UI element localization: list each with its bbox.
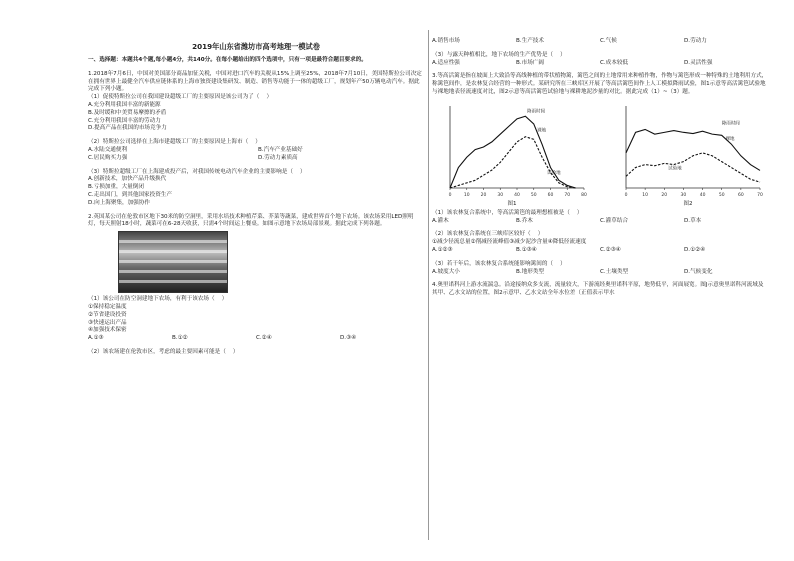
q3-sub3-option-c[interactable]: C.土壤类型 — [600, 268, 629, 275]
q3-sub2-options — [432, 247, 768, 255]
q3-sub1-option-b[interactable]: B.乔木 — [516, 217, 533, 224]
annotation-label: 裸地 — [537, 128, 547, 134]
q2-sub3-option-a[interactable]: A.适应性强 — [432, 59, 460, 66]
x-tick-label: 70 — [564, 192, 571, 198]
q1-sub1-option-c[interactable]: C.充分利用我国丰富的劳动力 — [88, 117, 161, 124]
series-line-1 — [626, 153, 760, 182]
x-tick-label: 10 — [642, 192, 649, 198]
q3-sub3-option-d[interactable]: D.气候变化 — [684, 268, 713, 275]
q2-sub1-option-b[interactable]: B.①② — [172, 335, 188, 342]
x-tick-label: 0 — [448, 192, 452, 198]
x-tick-label: 60 — [737, 192, 744, 198]
x-tick-label: 20 — [480, 192, 487, 198]
series-line-0 — [450, 116, 576, 188]
q1-sub1-option-d[interactable]: D.提高产品在我国的市场竞争力 — [88, 125, 167, 132]
x-tick-label: 0 — [624, 192, 628, 198]
q1-sub2-option-c[interactable]: C.居民购买力强 — [88, 154, 128, 161]
annotation-label: 降雨时间 — [721, 121, 740, 127]
q3-sub2-option-d[interactable]: D.①②④ — [684, 246, 706, 253]
q2-sub3-options — [432, 60, 768, 68]
figure-2-chart — [608, 100, 768, 200]
q2-sub3-option-d[interactable]: D.灵活性强 — [684, 59, 713, 66]
q3-sub3-option-b[interactable]: B.地形类型 — [516, 268, 544, 275]
q3-sub1-option-c[interactable]: C.灌草结合 — [600, 217, 629, 224]
q3-sub2-option-a[interactable]: A.①②③ — [432, 246, 453, 253]
q2-sub1-option-d[interactable]: D.③④ — [340, 335, 357, 342]
q1-sub3-option-b[interactable]: B.亏损加重，大量倒闭 — [88, 184, 144, 191]
series-line-1 — [450, 137, 576, 188]
x-tick-label: 70 — [757, 192, 763, 198]
q1-sub3-option-c[interactable]: C.走出国门，到其他国家投资生产 — [88, 191, 172, 198]
x-tick-label: 50 — [718, 192, 725, 198]
q2-sub2-option-b[interactable]: B.生产技术 — [516, 38, 544, 44]
column-divider — [428, 30, 429, 540]
q3-sub1-stem: （1）该农林复合系统中，等高活篱笆的最理想植被是（ ） — [432, 209, 583, 216]
figure-2-caption: 图2 — [683, 200, 693, 207]
q1-sub2-options-row1 — [88, 147, 424, 155]
q1-sub2-option-d[interactable]: D.劳动力素质高 — [258, 154, 298, 161]
q2-sub1-options — [88, 335, 424, 343]
q2-sub1-item-3: ③快速运出产品 — [88, 319, 127, 326]
q3-figures — [432, 100, 768, 208]
q2-sub1-item-2: ②节省建设投资 — [88, 311, 127, 318]
series-line-0 — [626, 129, 760, 170]
q1-sub2-stem: （2）特斯拉公司选择在上海市建超级工厂的主要原因是上海市（ ） — [88, 139, 261, 146]
q1-sub1-option-a[interactable]: A.充分利用我国丰富的新能源 — [88, 101, 161, 108]
q2-sub3-option-b[interactable]: B.市场广阔 — [516, 59, 544, 66]
q2-sub3-stem: （3）与露天种植相比，地下农场的生产优势是（ ） — [432, 51, 566, 58]
q1-sub2-option-b[interactable]: B.汽车产业基础好 — [258, 146, 303, 153]
figure-1 — [432, 100, 592, 208]
q4-stem: 4.奥里诺科河上游水流湍急。沿途接纳众多支流，流量较大，下游流经奥里诺科平原，地势低平，河面展宽。图J示意奥里诺科河流域及其甲、乙水文站的位置，图2示意甲、乙水文站全年水位差（正值表示甲水 — [432, 282, 764, 297]
q2-sub1-item-1: ①保持稳定温度 — [88, 303, 127, 310]
figure-1-chart — [432, 100, 592, 200]
x-tick-label: 40 — [514, 192, 520, 198]
q1-sub3-option-d[interactable]: D.向上海聚集，加强协作 — [88, 199, 151, 206]
annotation-label: 试验地 — [547, 170, 561, 176]
q1-sub2-options-row2 — [88, 155, 424, 163]
q3-sub2-option-b[interactable]: B.①③④ — [516, 246, 537, 253]
annotation-label: 试验地 — [668, 166, 682, 172]
q1-sub3-option-a[interactable]: A.创新技术，加快产品升级换代 — [88, 176, 167, 183]
q3-sub2-items: ①减少径流总量②削减径流峰值③减少泥沙含量④降低径流速度 — [432, 239, 587, 246]
q2-sub1-option-a[interactable]: A.①③ — [88, 335, 104, 342]
q2-sub2-options — [432, 38, 768, 46]
x-tick-label: 40 — [699, 192, 706, 198]
q1-sub2-option-a[interactable]: A.水陆交通便利 — [88, 146, 128, 153]
q3-sub1-options — [432, 218, 768, 226]
q2-stem: 2.英国某公司在伦敦市区地下30米的防空洞里，采用水培技术种植芹菜、芥菜等蔬菜，建成世界首个地下农场。该农场采用LED照明灯，每天照射18小时，蔬菜可在6-28天收获，只需4个时间运上餐桌。如图示意地下农场局部景观。据此完成下列各题。 — [88, 213, 414, 228]
section-instructions: 一、选择题：本题共4个题,每小题4分，共140分。在每小题给出的四个选项中，只有一项是最符合题目要求的。 — [88, 57, 367, 63]
annotation-label: 降雨时间 — [527, 109, 546, 115]
x-tick-label: 30 — [680, 192, 687, 198]
q1-sub1-option-b[interactable]: B.及时缓和中美贸易摩擦的矛盾 — [88, 109, 167, 116]
annotation-label: 裸地 — [725, 136, 735, 142]
q2-sub2-option-a[interactable]: A.销售市场 — [432, 38, 460, 44]
exam-title: 2019年山东省潍坊市高考地理一模试卷 — [192, 42, 320, 51]
q3-sub2-option-c[interactable]: C.②③④ — [600, 246, 621, 253]
q3-sub3-stem: （3）若干年后，该农林复合系统能影响篱间的（ ） — [432, 260, 566, 267]
q2-sub3-option-c[interactable]: C.成本较低 — [600, 59, 629, 66]
q2-sub1-stem: （1）该公司在防空洞建地下农场，有利于该农场（ ） — [88, 296, 228, 303]
q3-sub1-option-a[interactable]: A.灌木 — [432, 217, 449, 224]
q1-stem: 1.2018年7月6日，中国对美国部分商品加征关税，中国对进口汽车的关税从15%上调至25%，2018年7月10日，美国特斯拉公司决定在拥有世界上最健全汽车供应链体系的上海市独资建设集研发、制造、销售等功能于一体的超级工厂，规划年产50万辆电动汽车。据此完成下列小题。 — [88, 70, 422, 93]
q3-sub3-options — [432, 269, 768, 277]
right-column — [432, 38, 768, 298]
q1-sub3-stem: （3）特斯拉超级工厂在上海建成投产后，对我国传统电动汽车企业的主要影响是（ ） — [88, 168, 306, 175]
figure-2 — [608, 100, 768, 208]
q3-sub1-option-d[interactable]: D.草本 — [684, 217, 702, 224]
x-tick-label: 20 — [661, 192, 668, 198]
q2-sub1-item-4: ④加强技术保密 — [88, 327, 127, 334]
q1-sub1-stem: （1）促使特斯拉公司在我国建设超级工厂的主要原因是该公司为了（ ） — [88, 94, 273, 101]
x-tick-label: 30 — [497, 192, 504, 198]
x-tick-label: 60 — [547, 192, 554, 198]
underground-farm-photo — [118, 231, 228, 293]
q3-sub3-option-a[interactable]: A.坡度大小 — [432, 268, 460, 275]
x-tick-label: 50 — [530, 192, 537, 198]
figure-1-caption: 图1 — [507, 200, 517, 207]
q3-sub2-stem: （2）该农林复合系统在三峡库区较好（ ） — [432, 231, 544, 238]
q2-sub2-option-c[interactable]: C.气候 — [600, 38, 617, 44]
x-tick-label: 80 — [581, 192, 587, 198]
q3-stem: 3.等高活篱是指在坡面上大致沿等高线种植的带状植物篱，篱笆之间的土地常用来种植作物，作物与篱笆形成一种特殊的土地利用方式，称篱笆间作，是农林复合经营的一种形式。某研究所在三峡库区开展了等高活篱笆间作上人工模拟降雨试验，图1示意等高活篱笆试验地与裸地地表径流速度对比，图2示意等高活篱笆试验地与裸耕地泥沙量的对比。据此完成（1）~（3）题。 — [432, 73, 768, 95]
q2-sub2-option-d[interactable]: D.劳动力 — [684, 38, 707, 44]
left-column — [88, 36, 424, 357]
x-tick-label: 10 — [463, 192, 470, 198]
q2-sub2-stem: （2）该农场建在伦敦市区，考虑的最主要因素可能是（ ） — [88, 348, 239, 355]
q2-sub1-option-c[interactable]: C.②④ — [256, 335, 272, 342]
